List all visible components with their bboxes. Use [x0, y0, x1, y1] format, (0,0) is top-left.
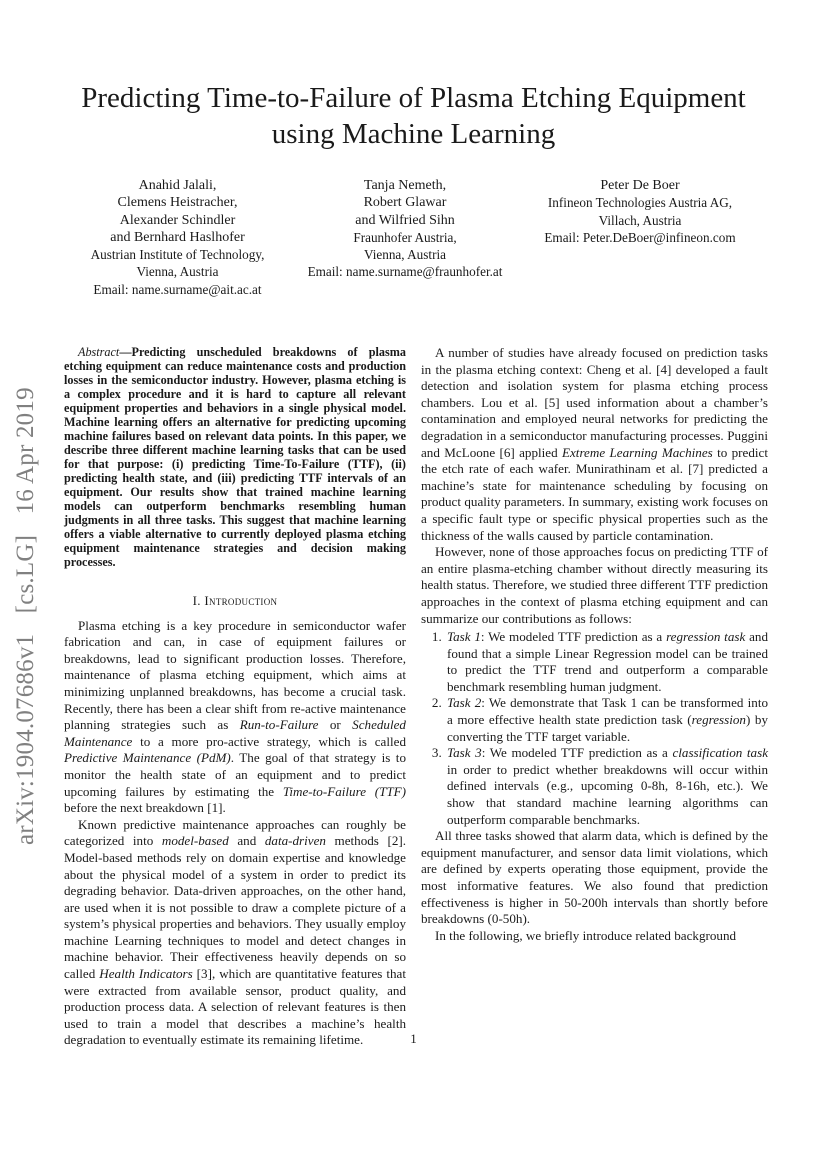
- arxiv-stamp: [12, 325, 40, 845]
- author-affiliation: Fraunhofer Austria,: [353, 229, 457, 245]
- intro-paragraph-6: In the following, we briefly introduce related background: [435, 927, 737, 943]
- author-affiliation: Austrian Institute of Technology,: [90, 247, 265, 263]
- text-run: . The goal of that strategy is to monitor the health state of an equipment and to predict upcoming failures by estimating the: [64, 750, 406, 799]
- text-run: in order to predict whether breakdowns will occur within defined intervals (e.g., upcoming 0-8h, 8-16h, etc.). We show that standard machine learning algorithms can outperform comparable benchmarks.: [447, 761, 768, 827]
- intro-paragraph-2: [64, 817, 406, 1049]
- author-group-infineon: [515, 177, 765, 246]
- abstract: [64, 345, 406, 569]
- text-run: or: [318, 717, 353, 733]
- text-run: to a more pro-active strategy, which is called: [132, 733, 406, 749]
- contribution-item: [445, 629, 768, 695]
- text-run: Plasma etching is a key procedure in semiconductor wafer fabrication and can, in case of equipment failures or breakdowns, lead to significant production losses. Therefore, maintenance of plasma etching equipment, which aims at minimizing unplanned breakdowns, has become a crucial task. Recently, there has been a clear shift from re-active maintenance planning strategies such as: [64, 617, 406, 733]
- emphasis-text: regression task: [666, 629, 746, 645]
- author-email: Email: Peter.DeBoer@infineon.com: [544, 229, 736, 245]
- author-name: and Wilfried Sihn: [355, 212, 455, 228]
- contribution-item: [445, 695, 768, 745]
- emphasis-text: Scheduled Maintenance: [64, 717, 406, 749]
- text-run: : We modeled TTF prediction as a: [480, 629, 667, 645]
- intro-paragraph-1: [64, 618, 406, 817]
- emphasis-text: data-driven: [264, 833, 326, 849]
- author-email: Email: name.surname@fraunhofer.at: [307, 264, 503, 280]
- contribution-item: [445, 745, 768, 828]
- text-run: ) by converting the TTF target variable.: [447, 712, 768, 744]
- contributions-list: [421, 629, 768, 828]
- emphasis-text: classification task: [672, 745, 769, 761]
- task-label: Task 1: [447, 629, 481, 645]
- author-affiliation: Vienna, Austria: [364, 247, 446, 263]
- author-name: Robert Glawar: [363, 195, 447, 211]
- intro-paragraph-4: However, none of those approaches focus on predicting TTF of an entire plasma-etching chamber without directly measuring its health status. Therefore, we studied three different TTF prediction approaches in the context of plasma etching equipment and can summarize our contributions as follows:: [421, 544, 768, 626]
- text-run: to predict the etch rate of each wafer. Munirathinam et al. [7] predicted a machine’s state for maintenance scheduling by focusing on product quality parameters. In summary, existing work focuses on a specific fault type or specific physical properties such as the thickness of the walls caused by particle contamination.: [421, 444, 768, 543]
- author-name: Alexander Schindler: [119, 212, 236, 228]
- left-column: [64, 345, 406, 1049]
- author-affiliation: Villach, Austria: [598, 212, 682, 228]
- text-run: : We modeled TTF prediction as a: [481, 745, 673, 761]
- author-group-fraunhofer: [285, 177, 525, 281]
- text-run: and found that a simple Linear Regression model can be trained to predict the TTF trend and outperform a comparable benchmark resembling human judgment.: [447, 629, 768, 694]
- emphasis-text: Time-to-Failure (TTF): [282, 783, 406, 799]
- emphasis-text: regression: [691, 712, 746, 728]
- author-name: Anahid Jalali,: [138, 178, 217, 193]
- text-run: [3], which are quantitative features that were extracted from available sensor, product quality, and production process data. A selection of relevant features is then used to train a model that describes a machine’s health degradation to eventually estimate its remaining lifetime.: [64, 966, 407, 1048]
- author-name: Tanja Nemeth,: [363, 178, 447, 193]
- author-group-ait: [70, 177, 285, 298]
- right-column: [421, 345, 768, 944]
- emphasis-text: Extreme Learning Machines: [562, 444, 713, 460]
- author-name: Peter De Boer: [600, 178, 680, 193]
- author-affiliation: Vienna, Austria: [136, 264, 219, 280]
- author-name: and Bernhard Haslhofer: [110, 229, 245, 245]
- author-email: Email: name.surname@ait.ac.at: [93, 281, 262, 297]
- author-name: Clemens Heistracher,: [117, 195, 238, 211]
- intro-paragraph-3: [421, 345, 768, 544]
- emphasis-text: model-based: [161, 833, 229, 849]
- emphasis-text: Health Indicators: [99, 966, 193, 982]
- author-list: [60, 177, 767, 307]
- abstract-text: —Predicting unscheduled breakdowns of plasma etching equipment can reduce maintenance costs and production losses in the semiconductor industry. However, plasma etching is a complex procedure and it is hard to capture all relevant equipment properties and behaviors in a single physical model. Machine learning offers an alternative for predicting upcoming machine failures based on relevant data points. In this paper, we describe three different machine learning tasks that can be used for that purpose: (i) predicting Time-To-Failure (TTF), (ii) predicting health state, and (iii) predicting TTF intervals of an equipment. Our results show that trained machine learning models can outperform benchmarks resembling human judgments in all three tasks. This suggest that machine learning offers a viable alternative to currently deployed plasma etching equipment maintenance strategies and decision making processes.: [64, 345, 406, 569]
- text-run: and: [228, 833, 265, 849]
- task-label: Task 3: [447, 745, 482, 761]
- author-affiliation: Infineon Technologies Austria AG,: [547, 195, 733, 211]
- section-heading-introduction: I. Introduction: [192, 593, 278, 608]
- text-run: A number of studies have already focused on prediction tasks in the plasma etching context: Cheng et al. [4] developed a fault detection and isolation system for plasma etching process chambers. Lou et al. [5] used information about a chamber’s contamination and employed neural networks for predicting the degradation in a semiconductor manufacturing processes. Puggini and McLoone [6] applied: [421, 345, 768, 460]
- text-run: Known predictive maintenance approaches can roughly be categorized into: [64, 816, 406, 849]
- page-number: 1: [410, 1031, 417, 1046]
- text-run: before the next breakdown [1].: [64, 800, 226, 816]
- arxiv-date: 16 Apr 2019: [12, 387, 39, 515]
- emphasis-text: Run-to-Failure: [239, 717, 319, 733]
- arxiv-id: arXiv:1904.07686v1: [12, 633, 39, 845]
- text-run: methods [2]. Model-based methods rely on domain expertise and knowledge about the physical model of a system in order to predict its degrading behavior. Data-driven approaches, on the other hand, are used when it is not possible to draw a complete picture of a system’s physical properties and behaviors. They usually employ machine Learning techniques to model and detect changes in machine behavior. Their effectiveness heavily depends on so called: [64, 833, 406, 982]
- emphasis-text: Predictive Maintenance (PdM): [64, 750, 231, 766]
- arxiv-category: [cs.LG]: [12, 534, 39, 614]
- paper-title: Predicting Time-to-Failure of Plasma Etching Equipment using Machine Learning: [81, 82, 746, 150]
- task-label: Task 2: [447, 695, 482, 711]
- text-run: : We demonstrate that Task 1 can be transformed into a more effective health state prediction task (: [447, 695, 768, 728]
- abstract-label: Abstract: [78, 345, 120, 359]
- intro-paragraph-5: All three tasks showed that alarm data, which is defined by the equipment manufacturer, and sensor data limit violations, which are defined by experts operating those equipment, provide the most informative features. We also found that prediction effectiveness is higher in 50-200h intervals than shortly before breakdowns (0-50h).: [421, 828, 768, 927]
